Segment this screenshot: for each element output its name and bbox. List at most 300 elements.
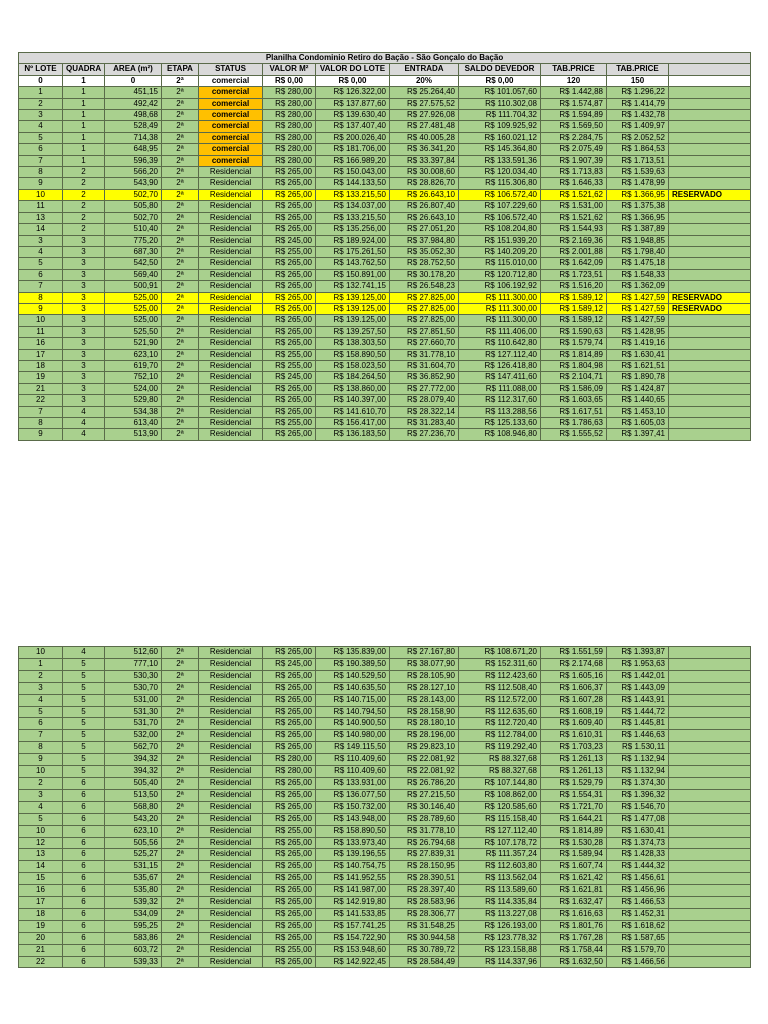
cell-area: 512,60 bbox=[105, 647, 162, 659]
cell-lote: 11 bbox=[19, 201, 63, 212]
cell-note bbox=[669, 873, 751, 885]
cell-area: 687,30 bbox=[105, 246, 162, 257]
cell-status: Residencial bbox=[199, 956, 263, 968]
cell-entrada: R$ 27.825,00 bbox=[390, 292, 459, 303]
cell-area: 623,10 bbox=[105, 349, 162, 360]
cell-price-150: R$ 1.362,09 bbox=[607, 281, 669, 292]
cell-note bbox=[669, 670, 751, 682]
cell-quadra: 5 bbox=[63, 718, 105, 730]
cell-area: 498,68 bbox=[105, 110, 162, 121]
cell-note bbox=[669, 920, 751, 932]
cell-area: 530,70 bbox=[105, 682, 162, 694]
cell-quadra: 6 bbox=[63, 801, 105, 813]
cell-saldo: R$ 127.112,40 bbox=[459, 349, 541, 360]
cell-valor-m2: R$ 265,00 bbox=[263, 920, 316, 932]
cell-note bbox=[669, 110, 751, 121]
cell-area: 529,80 bbox=[105, 395, 162, 406]
cell-lote: 20 bbox=[19, 932, 63, 944]
table-row bbox=[19, 269, 751, 280]
table-row bbox=[19, 730, 751, 742]
cell-entrada: R$ 27.660,70 bbox=[390, 338, 459, 349]
cell-quadra: 5 bbox=[63, 670, 105, 682]
cell-quadra: 3 bbox=[63, 246, 105, 257]
cell-note bbox=[669, 98, 751, 109]
cell-valor-lote: R$ 139.257,50 bbox=[316, 326, 390, 337]
cell-quadra: 6 bbox=[63, 956, 105, 968]
cell-etapa: 2ª bbox=[162, 742, 199, 754]
cell-note bbox=[669, 360, 751, 371]
cell-status: Residencial bbox=[199, 326, 263, 337]
cell-saldo: R$ 120.034,40 bbox=[459, 167, 541, 178]
table-row bbox=[19, 429, 751, 440]
cell-area: 502,70 bbox=[105, 212, 162, 223]
cell-status: Residencial bbox=[199, 944, 263, 956]
cell-price-120: R$ 1.516,20 bbox=[541, 281, 607, 292]
cell-entrada: R$ 26.643,10 bbox=[390, 212, 459, 223]
cell-price-120: R$ 1.594,89 bbox=[541, 110, 607, 121]
cell-valor-lote: R$ 140.794,50 bbox=[316, 706, 390, 718]
cell-note bbox=[669, 777, 751, 789]
table-row bbox=[19, 658, 751, 670]
cell-price-120: R$ 1.609,40 bbox=[541, 718, 607, 730]
cell-note bbox=[669, 383, 751, 394]
cell-area: 505,56 bbox=[105, 837, 162, 849]
cell-status: Residencial bbox=[199, 235, 263, 246]
table-row bbox=[19, 144, 751, 155]
cell-entrada: R$ 33.397,84 bbox=[390, 155, 459, 166]
cell-price-150: R$ 1.618,62 bbox=[607, 920, 669, 932]
cell-lote: 5 bbox=[19, 706, 63, 718]
cell-valor-lote: R$ 138.860,00 bbox=[316, 383, 390, 394]
cell-status: Residencial bbox=[199, 418, 263, 429]
cell-note bbox=[669, 754, 751, 766]
cell-valor-m2: R$ 280,00 bbox=[263, 87, 316, 98]
cell-quadra: 5 bbox=[63, 754, 105, 766]
cell-status: Residencial bbox=[199, 372, 263, 383]
cell-lote: 13 bbox=[19, 849, 63, 861]
cell-price-150: R$ 1.446,63 bbox=[607, 730, 669, 742]
table-row bbox=[19, 418, 751, 429]
cell-valor-m2: R$ 265,00 bbox=[263, 849, 316, 861]
cell-status: Residencial bbox=[199, 694, 263, 706]
base-saldo: R$ 0,00 bbox=[459, 75, 541, 86]
table-row bbox=[19, 944, 751, 956]
cell-area: 543,90 bbox=[105, 178, 162, 189]
cell-saldo: R$ 112.572,00 bbox=[459, 694, 541, 706]
cell-entrada: R$ 28.390,51 bbox=[390, 873, 459, 885]
cell-price-150: R$ 1.428,33 bbox=[607, 849, 669, 861]
cell-status: Residencial bbox=[199, 825, 263, 837]
base-status: comercial bbox=[199, 75, 263, 86]
cell-valor-lote: R$ 139.196,55 bbox=[316, 849, 390, 861]
cell-etapa: 2ª bbox=[162, 801, 199, 813]
cell-valor-m2: R$ 265,00 bbox=[263, 406, 316, 417]
table-row bbox=[19, 849, 751, 861]
cell-saldo: R$ 112.423,60 bbox=[459, 670, 541, 682]
cell-note bbox=[669, 766, 751, 778]
cell-price-150: R$ 1.393,87 bbox=[607, 647, 669, 659]
cell-status: Residencial bbox=[199, 338, 263, 349]
cell-quadra: 2 bbox=[63, 167, 105, 178]
cell-area: 583,86 bbox=[105, 932, 162, 944]
cell-area: 532,00 bbox=[105, 730, 162, 742]
cell-lote: 9 bbox=[19, 303, 63, 314]
cell-area: 775,20 bbox=[105, 235, 162, 246]
cell-etapa: 2ª bbox=[162, 825, 199, 837]
table-row bbox=[19, 178, 751, 189]
cell-price-120: R$ 1.603,65 bbox=[541, 395, 607, 406]
cell-price-150: R$ 1.453,10 bbox=[607, 406, 669, 417]
cell-price-120: R$ 1.801,76 bbox=[541, 920, 607, 932]
cell-area: 531,15 bbox=[105, 861, 162, 873]
cell-lote: 10 bbox=[19, 189, 63, 200]
cell-saldo: R$ 123.778,32 bbox=[459, 932, 541, 944]
cell-status: Residencial bbox=[199, 777, 263, 789]
cell-status: Residencial bbox=[199, 429, 263, 440]
cell-valor-m2: R$ 265,00 bbox=[263, 801, 316, 813]
base-quadra: 1 bbox=[63, 75, 105, 86]
cell-price-150: R$ 1.374,30 bbox=[607, 777, 669, 789]
cell-price-150: R$ 1.548,33 bbox=[607, 269, 669, 280]
cell-price-150: R$ 1.466,56 bbox=[607, 956, 669, 968]
cell-valor-m2: R$ 265,00 bbox=[263, 212, 316, 223]
cell-quadra: 5 bbox=[63, 742, 105, 754]
cell-valor-m2: R$ 280,00 bbox=[263, 144, 316, 155]
table-row bbox=[19, 956, 751, 968]
table-row bbox=[19, 647, 751, 659]
cell-entrada: R$ 36.341,20 bbox=[390, 144, 459, 155]
cell-lote: 17 bbox=[19, 349, 63, 360]
cell-quadra: 3 bbox=[63, 338, 105, 349]
cell-lote: 6 bbox=[19, 718, 63, 730]
cell-valor-m2: R$ 265,00 bbox=[263, 647, 316, 659]
cell-area: 543,20 bbox=[105, 813, 162, 825]
col-header-quadra: QUADRA bbox=[63, 64, 105, 75]
cell-note bbox=[669, 269, 751, 280]
cell-lote: 2 bbox=[19, 670, 63, 682]
cell-lote: 10 bbox=[19, 825, 63, 837]
cell-price-120: R$ 2.104,71 bbox=[541, 372, 607, 383]
table-row bbox=[19, 326, 751, 337]
cell-entrada: R$ 27.825,00 bbox=[390, 303, 459, 314]
cell-lote: 22 bbox=[19, 395, 63, 406]
cell-note bbox=[669, 87, 751, 98]
table-row bbox=[19, 235, 751, 246]
cell-valor-lote: R$ 150.891,00 bbox=[316, 269, 390, 280]
cell-saldo: R$ 111.300,00 bbox=[459, 303, 541, 314]
cell-saldo: R$ 111.300,00 bbox=[459, 292, 541, 303]
cell-quadra: 3 bbox=[63, 258, 105, 269]
cell-area: 562,70 bbox=[105, 742, 162, 754]
cell-status: Residencial bbox=[199, 167, 263, 178]
cell-status: Residencial bbox=[199, 920, 263, 932]
cell-lote: 5 bbox=[19, 132, 63, 143]
cell-status: Residencial bbox=[199, 658, 263, 670]
cell-lote: 9 bbox=[19, 429, 63, 440]
cell-valor-lote: R$ 143.948,00 bbox=[316, 813, 390, 825]
table-row bbox=[19, 801, 751, 813]
cell-valor-m2: R$ 245,00 bbox=[263, 372, 316, 383]
cell-status: comercial bbox=[199, 98, 263, 109]
cell-area: 535,67 bbox=[105, 873, 162, 885]
table-row bbox=[19, 372, 751, 383]
cell-quadra: 3 bbox=[63, 372, 105, 383]
cell-status: comercial bbox=[199, 110, 263, 121]
table-row bbox=[19, 777, 751, 789]
cell-price-120: R$ 1.814,89 bbox=[541, 825, 607, 837]
cell-entrada: R$ 28.752,50 bbox=[390, 258, 459, 269]
cell-valor-m2: R$ 265,00 bbox=[263, 718, 316, 730]
cell-etapa: 2ª bbox=[162, 349, 199, 360]
cell-price-150: R$ 1.427,59 bbox=[607, 292, 669, 303]
cell-note bbox=[669, 258, 751, 269]
cell-status: Residencial bbox=[199, 670, 263, 682]
cell-price-150: R$ 1.443,09 bbox=[607, 682, 669, 694]
cell-area: 531,30 bbox=[105, 706, 162, 718]
cell-status: Residencial bbox=[199, 349, 263, 360]
cell-valor-lote: R$ 144.133,50 bbox=[316, 178, 390, 189]
cell-valor-m2: R$ 280,00 bbox=[263, 121, 316, 132]
table-row bbox=[19, 885, 751, 897]
cell-lote: 13 bbox=[19, 212, 63, 223]
cell-area: 525,27 bbox=[105, 849, 162, 861]
sheet-title: Planilha Condominio Retiro do Bação - São Gonçalo do Bação bbox=[19, 53, 751, 64]
cell-lote: 9 bbox=[19, 754, 63, 766]
cell-valor-lote: R$ 150.043,00 bbox=[316, 167, 390, 178]
cell-price-120: R$ 1.589,12 bbox=[541, 292, 607, 303]
cell-area: 613,40 bbox=[105, 418, 162, 429]
cell-saldo: R$ 113.227,08 bbox=[459, 908, 541, 920]
base-price-120: 120 bbox=[541, 75, 607, 86]
cell-etapa: 2ª bbox=[162, 212, 199, 223]
cell-price-120: R$ 1.721,70 bbox=[541, 801, 607, 813]
cell-area: 603,72 bbox=[105, 944, 162, 956]
cell-price-120: R$ 1.767,28 bbox=[541, 932, 607, 944]
cell-entrada: R$ 27.051,20 bbox=[390, 224, 459, 235]
cell-status: Residencial bbox=[199, 885, 263, 897]
cell-price-120: R$ 1.617,51 bbox=[541, 406, 607, 417]
table-row bbox=[19, 349, 751, 360]
cell-note bbox=[669, 801, 751, 813]
cell-saldo: R$ 106.572,40 bbox=[459, 189, 541, 200]
cell-saldo: R$ 108.671,20 bbox=[459, 647, 541, 659]
cell-saldo: R$ 110.302,08 bbox=[459, 98, 541, 109]
table-row bbox=[19, 908, 751, 920]
cell-price-120: R$ 1.607,74 bbox=[541, 861, 607, 873]
cell-note bbox=[669, 908, 751, 920]
base-extra bbox=[669, 75, 751, 86]
cell-valor-m2: R$ 265,00 bbox=[263, 258, 316, 269]
cell-status: Residencial bbox=[199, 201, 263, 212]
cell-saldo: R$ 111.088,00 bbox=[459, 383, 541, 394]
cell-price-150: R$ 1.409,97 bbox=[607, 121, 669, 132]
cell-note bbox=[669, 372, 751, 383]
cell-valor-lote: R$ 136.183,50 bbox=[316, 429, 390, 440]
cell-entrada: R$ 28.143,00 bbox=[390, 694, 459, 706]
cell-entrada: R$ 28.397,40 bbox=[390, 885, 459, 897]
cell-area: 525,00 bbox=[105, 315, 162, 326]
cell-valor-lote: R$ 139.125,00 bbox=[316, 292, 390, 303]
table-row bbox=[19, 706, 751, 718]
cell-entrada: R$ 28.150,95 bbox=[390, 861, 459, 873]
cell-etapa: 2ª bbox=[162, 303, 199, 314]
cell-valor-m2: R$ 265,00 bbox=[263, 189, 316, 200]
cell-price-150: R$ 1.428,95 bbox=[607, 326, 669, 337]
cell-quadra: 6 bbox=[63, 873, 105, 885]
table-row bbox=[19, 155, 751, 166]
cell-valor-lote: R$ 135.839,00 bbox=[316, 647, 390, 659]
cell-quadra: 6 bbox=[63, 908, 105, 920]
cell-lote: 10 bbox=[19, 647, 63, 659]
cell-note bbox=[669, 658, 751, 670]
cell-area: 539,32 bbox=[105, 897, 162, 909]
col-header-valor-m2: VALOR M² bbox=[263, 64, 316, 75]
cell-price-120: R$ 1.529,79 bbox=[541, 777, 607, 789]
cell-valor-lote: R$ 158.890,50 bbox=[316, 349, 390, 360]
cell-valor-m2: R$ 265,00 bbox=[263, 873, 316, 885]
cell-area: 505,80 bbox=[105, 201, 162, 212]
cell-saldo: R$ 111.300,00 bbox=[459, 315, 541, 326]
cell-etapa: 2ª bbox=[162, 789, 199, 801]
cell-valor-m2: R$ 265,00 bbox=[263, 789, 316, 801]
cell-price-120: R$ 2.001,88 bbox=[541, 246, 607, 257]
cell-status: Residencial bbox=[199, 406, 263, 417]
base-valor-lote: R$ 0,00 bbox=[316, 75, 390, 86]
cell-etapa: 2ª bbox=[162, 338, 199, 349]
cell-saldo: R$ 112.603,80 bbox=[459, 861, 541, 873]
cell-valor-m2: R$ 265,00 bbox=[263, 338, 316, 349]
cell-price-120: R$ 1.713,83 bbox=[541, 167, 607, 178]
cell-price-120: R$ 1.723,51 bbox=[541, 269, 607, 280]
col-header-area: AREA (m²) bbox=[105, 64, 162, 75]
cell-price-150: R$ 1.539,63 bbox=[607, 167, 669, 178]
cell-price-150: R$ 1.452,31 bbox=[607, 908, 669, 920]
cell-saldo: R$ 112.635,60 bbox=[459, 706, 541, 718]
cell-entrada: R$ 30.944,58 bbox=[390, 932, 459, 944]
cell-etapa: 2ª bbox=[162, 418, 199, 429]
table-row bbox=[19, 98, 751, 109]
cell-note bbox=[669, 395, 751, 406]
cell-valor-m2: R$ 255,00 bbox=[263, 944, 316, 956]
cell-quadra: 6 bbox=[63, 885, 105, 897]
cell-price-150: R$ 1.890,78 bbox=[607, 372, 669, 383]
cell-etapa: 2ª bbox=[162, 224, 199, 235]
cell-price-150: R$ 2.052,52 bbox=[607, 132, 669, 143]
cell-valor-m2: R$ 265,00 bbox=[263, 956, 316, 968]
cell-area: 492,42 bbox=[105, 98, 162, 109]
cell-valor-lote: R$ 190.389,50 bbox=[316, 658, 390, 670]
table-row bbox=[19, 110, 751, 121]
cell-price-120: R$ 1.644,21 bbox=[541, 813, 607, 825]
cell-price-150: R$ 1.713,51 bbox=[607, 155, 669, 166]
cell-status: Residencial bbox=[199, 360, 263, 371]
cell-price-150: R$ 1.605,03 bbox=[607, 418, 669, 429]
cell-price-120: R$ 1.589,12 bbox=[541, 315, 607, 326]
cell-etapa: 2ª bbox=[162, 292, 199, 303]
cell-note bbox=[669, 429, 751, 440]
cell-status: Residencial bbox=[199, 281, 263, 292]
cell-entrada: R$ 31.778,10 bbox=[390, 825, 459, 837]
base-price-150: 150 bbox=[607, 75, 669, 86]
cell-etapa: 2ª bbox=[162, 132, 199, 143]
cell-valor-m2: R$ 265,00 bbox=[263, 777, 316, 789]
cell-valor-lote: R$ 181.706,00 bbox=[316, 144, 390, 155]
cell-etapa: 2ª bbox=[162, 121, 199, 132]
cell-quadra: 4 bbox=[63, 406, 105, 417]
cell-status: Residencial bbox=[199, 189, 263, 200]
cell-valor-m2: R$ 245,00 bbox=[263, 235, 316, 246]
cell-saldo: R$ 160.021,12 bbox=[459, 132, 541, 143]
cell-quadra: 3 bbox=[63, 383, 105, 394]
cell-valor-m2: R$ 255,00 bbox=[263, 418, 316, 429]
cell-quadra: 6 bbox=[63, 789, 105, 801]
cell-quadra: 5 bbox=[63, 706, 105, 718]
cell-area: 596,39 bbox=[105, 155, 162, 166]
cell-entrada: R$ 26.807,40 bbox=[390, 201, 459, 212]
cell-price-150: R$ 1.419,16 bbox=[607, 338, 669, 349]
cell-area: 394,32 bbox=[105, 754, 162, 766]
table-row bbox=[19, 742, 751, 754]
cell-price-120: R$ 1.569,50 bbox=[541, 121, 607, 132]
cell-quadra: 1 bbox=[63, 155, 105, 166]
cell-status: Residencial bbox=[199, 706, 263, 718]
cell-etapa: 2ª bbox=[162, 167, 199, 178]
cell-valor-lote: R$ 189.924,00 bbox=[316, 235, 390, 246]
cell-price-120: R$ 1.616,63 bbox=[541, 908, 607, 920]
cell-entrada: R$ 30.178,20 bbox=[390, 269, 459, 280]
cell-lote: 18 bbox=[19, 908, 63, 920]
cell-saldo: R$ 115.010,00 bbox=[459, 258, 541, 269]
cell-price-150: R$ 1.630,41 bbox=[607, 349, 669, 360]
cell-saldo: R$ 88.327,68 bbox=[459, 766, 541, 778]
cell-valor-m2: R$ 265,00 bbox=[263, 908, 316, 920]
cell-valor-lote: R$ 156.417,00 bbox=[316, 418, 390, 429]
cell-quadra: 3 bbox=[63, 235, 105, 246]
cell-saldo: R$ 111.406,00 bbox=[459, 326, 541, 337]
cell-saldo: R$ 115.306,80 bbox=[459, 178, 541, 189]
cell-note bbox=[669, 178, 751, 189]
cell-price-150: R$ 1.366,95 bbox=[607, 189, 669, 200]
cell-note bbox=[669, 406, 751, 417]
cell-valor-lote: R$ 158.890,50 bbox=[316, 825, 390, 837]
cell-valor-lote: R$ 140.754,75 bbox=[316, 861, 390, 873]
cell-lote: 3 bbox=[19, 235, 63, 246]
cell-saldo: R$ 120.585,60 bbox=[459, 801, 541, 813]
table-row bbox=[19, 670, 751, 682]
base-valor-m2: R$ 0,00 bbox=[263, 75, 316, 86]
cell-quadra: 3 bbox=[63, 281, 105, 292]
cell-note bbox=[669, 789, 751, 801]
cell-valor-lote: R$ 200.026,40 bbox=[316, 132, 390, 143]
cell-saldo: R$ 114.337,96 bbox=[459, 956, 541, 968]
table-row bbox=[19, 201, 751, 212]
cell-valor-m2: R$ 280,00 bbox=[263, 98, 316, 109]
cell-valor-m2: R$ 265,00 bbox=[263, 178, 316, 189]
cell-price-150: R$ 1.296,22 bbox=[607, 87, 669, 98]
cell-price-150: R$ 1.374,73 bbox=[607, 837, 669, 849]
col-header-entrada: ENTRADA bbox=[390, 64, 459, 75]
cell-note bbox=[669, 315, 751, 326]
cell-lote: 21 bbox=[19, 383, 63, 394]
cell-valor-m2: R$ 265,00 bbox=[263, 303, 316, 314]
cell-valor-m2: R$ 265,00 bbox=[263, 269, 316, 280]
cell-saldo: R$ 126.418,80 bbox=[459, 360, 541, 371]
cell-status: Residencial bbox=[199, 647, 263, 659]
cell-price-150: R$ 1.132,94 bbox=[607, 766, 669, 778]
cell-lote: 3 bbox=[19, 110, 63, 121]
cell-entrada: R$ 28.158,90 bbox=[390, 706, 459, 718]
cell-area: 595,25 bbox=[105, 920, 162, 932]
